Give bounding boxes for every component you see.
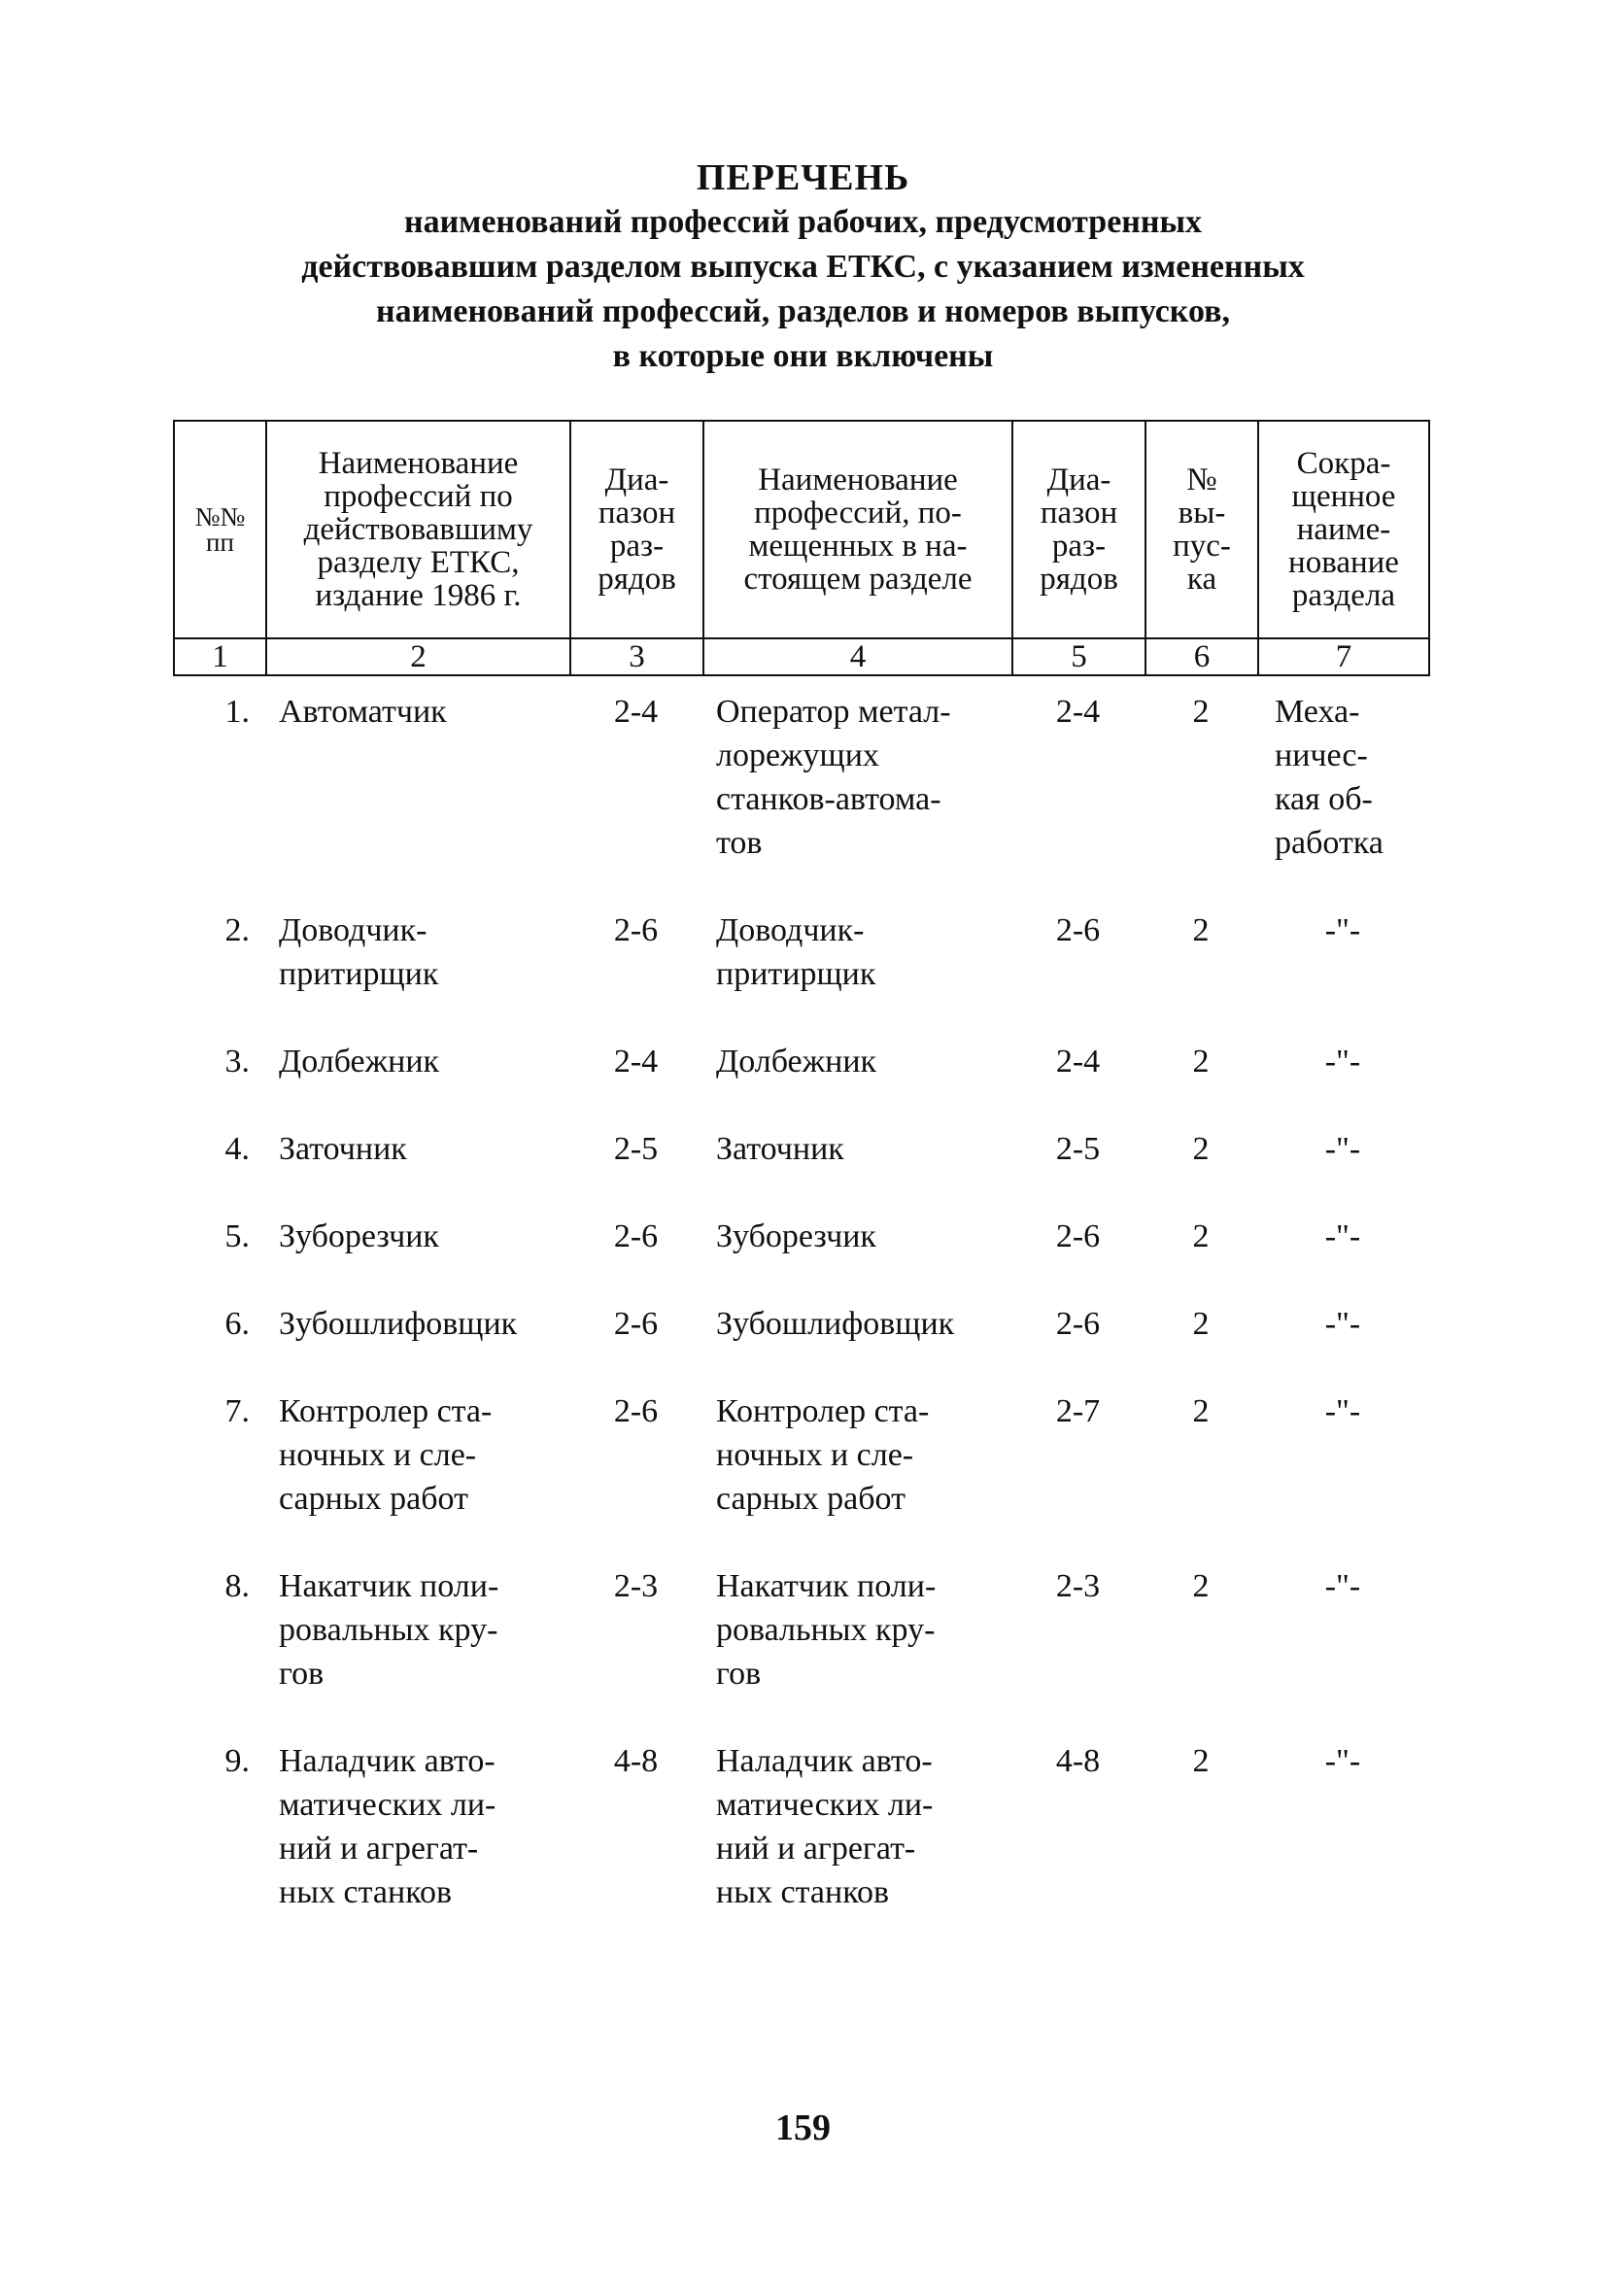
title-main: ПЕРЕЧЕНЬ: [696, 157, 910, 198]
section-name: -"-: [1324, 1218, 1361, 1254]
old-grade-range: 2-3: [613, 1568, 659, 1604]
old-grade-range: 2-6: [613, 1218, 659, 1254]
table-header: [173, 420, 1430, 676]
title-line-1: наименований профессий рабочих, предусмотренных: [403, 204, 1203, 240]
header-cell: Диа- пазон раз- рядов: [570, 421, 703, 638]
new-profession-name: Заточник: [716, 1131, 844, 1167]
column-number: 7: [1258, 638, 1429, 675]
column-number: 4: [703, 638, 1012, 675]
new-grade-range: 2-6: [1055, 1306, 1101, 1342]
section-name: -"-: [1324, 1743, 1361, 1779]
header-cell: Диа- пазон раз- рядов: [1012, 421, 1145, 638]
old-grade-range: 4-8: [613, 1743, 659, 1779]
row-number: 2.: [224, 912, 250, 948]
new-profession-name: Долбежник: [716, 1044, 877, 1079]
issue-number: 2: [1192, 1044, 1210, 1079]
page-number: 159: [775, 2108, 831, 2148]
issue-number: 2: [1192, 1306, 1210, 1342]
issue-number: 2: [1192, 1393, 1210, 1429]
new-grade-range: 4-8: [1055, 1743, 1101, 1779]
new-grade-range: 2-5: [1055, 1131, 1101, 1167]
issue-number: 2: [1192, 694, 1210, 730]
section-name: -"-: [1324, 1393, 1361, 1429]
column-number: 2: [266, 638, 570, 675]
new-profession-name: Контролер ста- ночных и сле- сарных работ: [716, 1393, 930, 1517]
column-number: 5: [1012, 638, 1145, 675]
new-grade-range: 2-4: [1055, 694, 1101, 730]
column-number: 6: [1145, 638, 1258, 675]
old-grade-range: 2-4: [613, 694, 659, 730]
table-row: [173, 690, 1428, 908]
column-number: 1: [174, 638, 266, 675]
table-row: [173, 1389, 1428, 1564]
issue-number: 2: [1192, 1218, 1210, 1254]
old-profession-name: Долбежник: [279, 1044, 440, 1079]
old-grade-range: 2-5: [613, 1131, 659, 1167]
row-number: 3.: [224, 1044, 250, 1079]
old-profession-name: Контролер ста- ночных и сле- сарных работ: [279, 1393, 493, 1517]
new-profession-name: Накатчик поли- ровальных кру- гов: [716, 1568, 937, 1692]
table-row: [173, 1040, 1428, 1127]
new-profession-name: Зуборезчик: [716, 1218, 876, 1254]
issue-number: 2: [1192, 1568, 1210, 1604]
row-number: 6.: [224, 1306, 250, 1342]
new-grade-range: 2-6: [1055, 1218, 1101, 1254]
new-grade-range: 2-7: [1055, 1393, 1101, 1429]
document-title: [194, 155, 1412, 379]
section-name: -"-: [1324, 1568, 1361, 1604]
row-number: 5.: [224, 1218, 250, 1254]
old-profession-name: Наладчик авто- матических ли- ний и агрегат- ных станков: [279, 1743, 496, 1910]
title-line-2: действовавшим разделом выпуска ЕТКС, с указанием измененных: [301, 249, 1305, 285]
title-line-3: наименований профессий, разделов и номеров выпусков,: [376, 293, 1230, 329]
section-name: -"-: [1324, 1131, 1361, 1167]
row-number: 4.: [224, 1131, 250, 1167]
new-grade-range: 2-3: [1055, 1568, 1101, 1604]
old-profession-name: Накатчик поли- ровальных кру- гов: [279, 1568, 499, 1692]
table-row: [173, 908, 1428, 1040]
table-row: [173, 1302, 1428, 1389]
new-profession-name: Наладчик авто- матических ли- ний и агрегат- ных станков: [716, 1743, 934, 1910]
old-grade-range: 2-6: [613, 912, 659, 948]
header-cell: № вы- пус- ка: [1145, 421, 1258, 638]
row-number: 1.: [224, 694, 250, 730]
issue-number: 2: [1192, 1743, 1210, 1779]
row-number: 9.: [224, 1743, 250, 1779]
title-line-4: в которые они включены: [612, 338, 994, 374]
table-row: [173, 1215, 1428, 1302]
old-profession-name: Зубошлифовщик: [279, 1306, 518, 1342]
new-grade-range: 2-4: [1055, 1044, 1101, 1079]
old-profession-name: Зуборезчик: [279, 1218, 439, 1254]
new-grade-range: 2-6: [1055, 912, 1101, 948]
old-grade-range: 2-6: [613, 1306, 659, 1342]
section-name: Меха- ничес- кая об- работка: [1275, 694, 1384, 861]
header-cell: Наименование профессий, по- мещенных в на- стоящем разделе: [703, 421, 1012, 638]
section-name: -"-: [1324, 912, 1361, 948]
table-row: [173, 1564, 1428, 1739]
column-number: 3: [570, 638, 703, 675]
table-row: [173, 1127, 1428, 1215]
header-cell: Сокра- щенное наиме- нование раздела: [1258, 421, 1429, 638]
section-name: -"-: [1324, 1044, 1361, 1079]
old-profession-name: Заточник: [279, 1131, 407, 1167]
new-profession-name: Зубошлифовщик: [716, 1306, 955, 1342]
header-cell: №№ пп: [174, 421, 266, 638]
table-row: [173, 1739, 1428, 1958]
old-profession-name: Автоматчик: [279, 694, 447, 730]
table-body: [173, 690, 1428, 1958]
old-profession-name: Доводчик- притирщик: [279, 912, 439, 992]
section-name: -"-: [1324, 1306, 1361, 1342]
row-number: 7.: [224, 1393, 250, 1429]
new-profession-name: Оператор метал- лорежущих станков-автома- тов: [716, 694, 951, 861]
old-grade-range: 2-4: [613, 1044, 659, 1079]
issue-number: 2: [1192, 1131, 1210, 1167]
old-grade-range: 2-6: [613, 1393, 659, 1429]
issue-number: 2: [1192, 912, 1210, 948]
new-profession-name: Доводчик- притирщик: [716, 912, 876, 992]
row-number: 8.: [224, 1568, 250, 1604]
header-cell: Наименование профессий по действовавшиму разделу ЕТКС, издание 1986 г.: [266, 421, 570, 638]
